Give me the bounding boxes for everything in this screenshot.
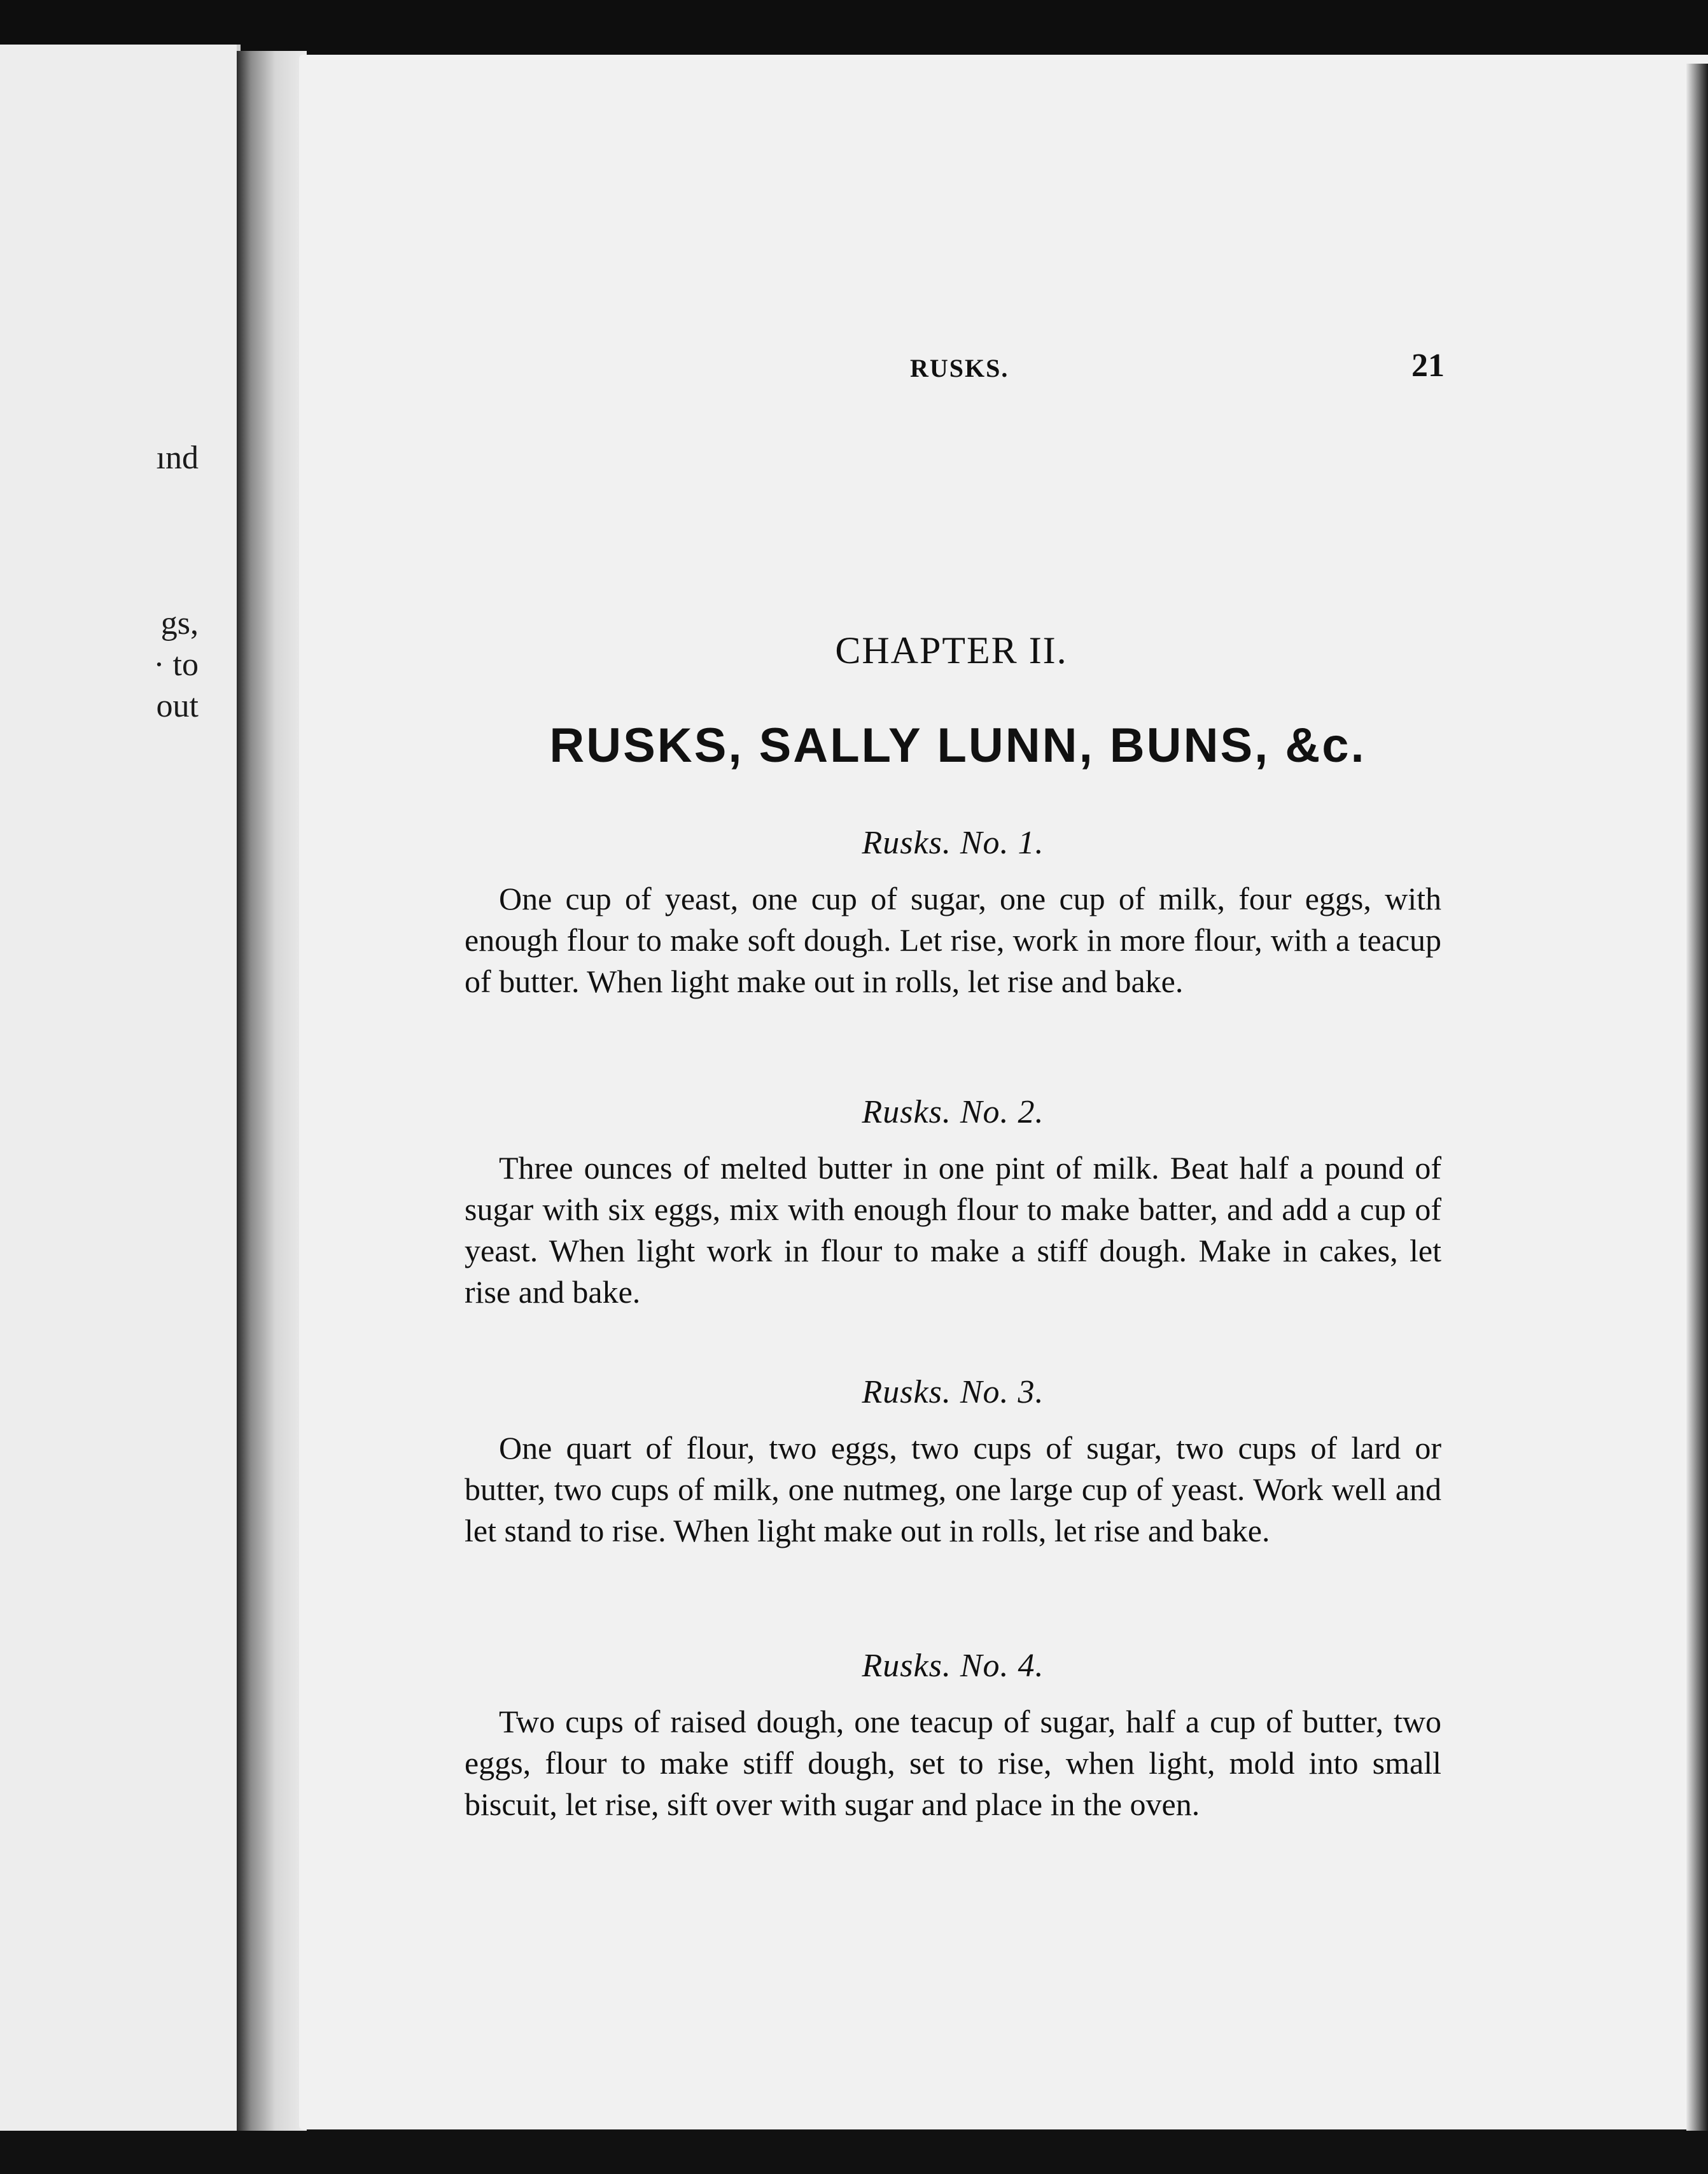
page-number: 21 xyxy=(1411,347,1445,384)
recipe-section xyxy=(465,1373,1441,1552)
facing-page-fragment: ınd xyxy=(156,440,199,476)
recipe-body: Three ounces of melted butter in one pint of milk. Beat half a pound of sugar with six eggs, mix with enough flour to make batter, and add a cup of yeast. When light work in flour to make a stiff dough. Make in cakes, let rise and bake. xyxy=(465,1150,1441,1310)
recipe-section xyxy=(465,1093,1441,1313)
chapter-title: RUSKS, SALLY LUNN, BUNS, &c. xyxy=(549,719,1366,773)
recipe-title: Rusks. No. 4. xyxy=(862,1648,1044,1684)
recipe-section xyxy=(465,824,1441,1002)
book-gutter xyxy=(237,51,307,2132)
facing-page-fragment: out xyxy=(156,688,199,724)
recipe-title: Rusks. No. 3. xyxy=(862,1374,1044,1410)
facing-page xyxy=(0,45,241,2135)
facing-page-fragment: gs, xyxy=(160,605,199,642)
chapter-label: CHAPTER II. xyxy=(835,629,1068,671)
scan-background-bottom xyxy=(0,2131,1708,2174)
facing-page-fragment: · to xyxy=(153,647,199,683)
recipe-title: Rusks. No. 2. xyxy=(862,1094,1044,1130)
recipe-body: One quart of flour, two eggs, two cups of sugar, two cups of lard or butter, two cups of milk, one nutmeg, one large cup of yeast. Work well and let stand to rise. When light make out in rolls, let rise and bake. xyxy=(465,1430,1441,1548)
recipe-body: One cup of yeast, one cup of sugar, one cup of milk, four eggs, with enough flour to make soft dough. Let rise, work in more flour, with a teacup of butter. When light make out in rolls, let rise and bake. xyxy=(465,881,1441,999)
page-edge xyxy=(1686,64,1708,2138)
recipe-section xyxy=(465,1647,1441,1825)
recipe-title: Rusks. No. 1. xyxy=(862,825,1044,861)
recipe-body: Two cups of raised dough, one teacup of sugar, half a cup of butter, two eggs, flour to make stiff dough, set to rise, when light, mold into small biscuit, let rise, sift over with sugar and place in the oven. xyxy=(465,1704,1441,1822)
running-head: RUSKS. xyxy=(910,354,1009,382)
